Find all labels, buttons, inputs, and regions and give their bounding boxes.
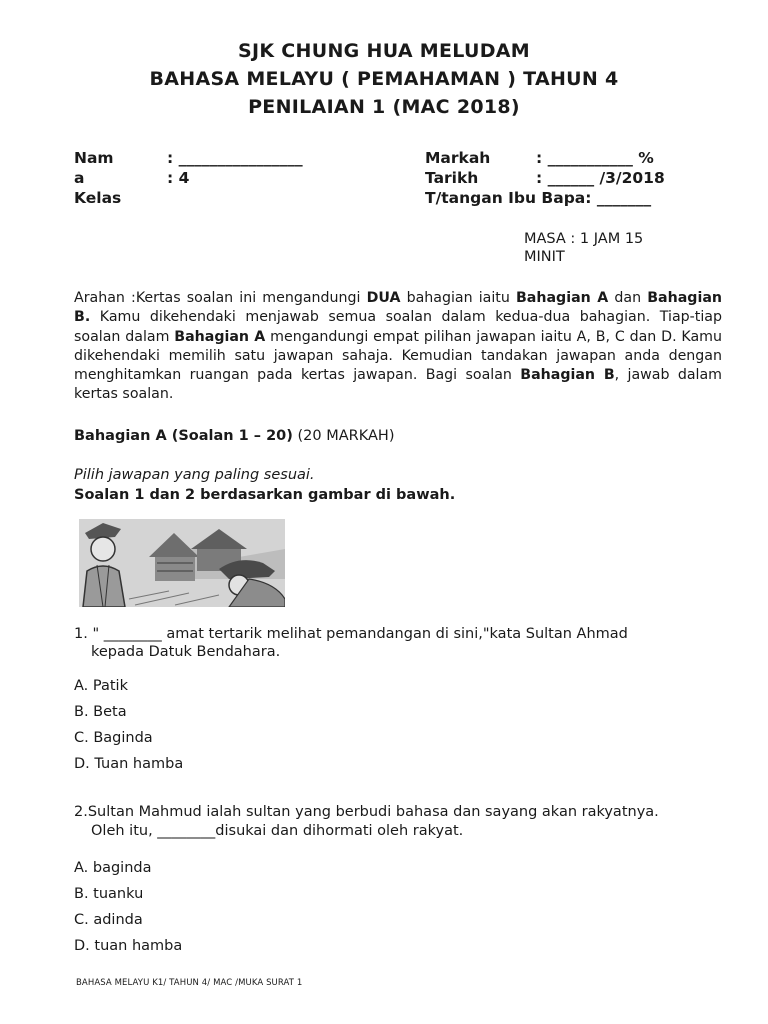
- masa-line1: MASA : 1 JAM 15: [524, 231, 644, 247]
- instructions-paragraph: Arahan :Kertas soalan ini mengandungi DUA bahagian iaitu Bahagian A dan Bahagian B. Kamu dikehendaki menjawab semua soalan dalam kedua-dua bahagian. Tiap-tiap soalan dalam Bahagian A mengandungi empat pilihan jawapan iaitu A, B, C dan D. Kamu dikehendaki memilih satu jawapan sahaja. Kemudian tandakan jawapan anda dengan menghitamkan ruangan pada kertas jawapan. Bagi soalan Bahagian B, jawab dalam kertas soalan.: [74, 290, 722, 403]
- kelas-value: : 4: [167, 169, 190, 187]
- page-footer: BAHASA MELAYU K1/ TAHUN 4/ MAC /MUKA SURAT 1: [76, 978, 303, 988]
- markah-label: Markah: [425, 149, 491, 167]
- tarikh-label: Tarikh: [425, 169, 479, 187]
- subject-title: BAHASA MELAYU ( PEMAHAMAN ) TAHUN 4: [149, 68, 619, 90]
- assessment-title: PENILAIAN 1 (MAC 2018): [248, 96, 520, 118]
- tarikh-field[interactable]: : ______ /3/2018: [536, 169, 665, 187]
- question-2-option-b[interactable]: B. tuanku: [74, 886, 144, 902]
- question-2-line2: Oleh itu, ________disukai dan dihormati oleh rakyat.: [91, 823, 464, 839]
- question-1-option-d[interactable]: D. Tuan hamba: [74, 756, 184, 772]
- tandatangan-field[interactable]: T/tangan Ibu Bapa: _______: [425, 189, 652, 207]
- story-illustration: [79, 519, 285, 607]
- masa-line2: MINIT: [524, 249, 565, 265]
- section-heading: Bahagian A (Soalan 1 – 20) (20 MARKAH): [74, 428, 395, 444]
- question-1-option-a[interactable]: A. Patik: [74, 678, 128, 694]
- question-2-option-d[interactable]: D. tuan hamba: [74, 938, 183, 954]
- question-2-option-a[interactable]: A. baginda: [74, 860, 152, 876]
- question-2-line1: 2.Sultan Mahmud ialah sultan yang berbudi bahasa dan sayang akan rakyatnya.: [74, 804, 659, 820]
- nama-field[interactable]: : ________________: [167, 149, 303, 167]
- question-2-option-c[interactable]: C. adinda: [74, 912, 143, 928]
- kelas-label: Kelas: [74, 189, 122, 207]
- school-title: SJK CHUNG HUA MELUDAM: [238, 40, 530, 62]
- nama-label-line2: a: [74, 169, 85, 187]
- question-1-option-c[interactable]: C. Baginda: [74, 730, 153, 746]
- nama-label-line1: Nam: [74, 149, 114, 167]
- markah-field[interactable]: : ___________ %: [536, 149, 654, 167]
- question-1-line2: kepada Datuk Bendahara.: [91, 644, 281, 660]
- question-1-option-b[interactable]: B. Beta: [74, 704, 127, 720]
- stimulus-caption: Soalan 1 dan 2 berdasarkan gambar di bawah.: [74, 487, 456, 503]
- section-direction: Pilih jawapan yang paling sesuai.: [74, 467, 315, 483]
- question-1-line1: 1. " ________ amat tertarik melihat pemandangan di sini,"kata Sultan Ahmad: [74, 626, 628, 642]
